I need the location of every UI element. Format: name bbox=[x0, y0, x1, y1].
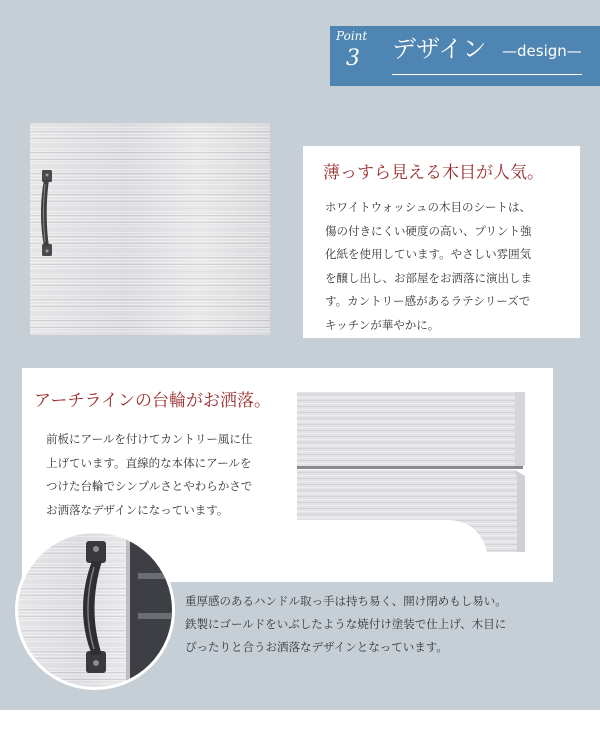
text-line: ぴったりと合うお洒落なデザインとなっています。 bbox=[185, 640, 448, 654]
bottom-margin bbox=[0, 710, 600, 750]
text-line: 化紙を使用しています。やさしい雰囲気 bbox=[325, 247, 532, 261]
point-number: 3 bbox=[346, 46, 360, 71]
cabinet-handle-icon bbox=[18, 533, 175, 690]
text-line: 前板にアールを付けてカントリー風に仕 bbox=[46, 432, 253, 446]
heading-underline bbox=[392, 74, 582, 75]
heading-title: デザイン bbox=[392, 35, 487, 63]
text-line: キッチンが華やかに。 bbox=[325, 317, 440, 332]
text-line: ホワイトウォッシュの木目のシートは、 bbox=[325, 200, 531, 214]
arch-base-feature-text bbox=[46, 428, 286, 522]
cabinet-handle-icon bbox=[38, 170, 56, 256]
heading-subtitle: —design— bbox=[502, 42, 582, 60]
text-line: 鉄製にゴールドをいぶしたような焼付け塗装で仕上げ、木目に bbox=[185, 617, 507, 631]
text-line: お洒落なデザインになっています。 bbox=[46, 502, 229, 517]
text-line: を醸し出し、お部屋をお洒落に演出しま bbox=[325, 270, 532, 285]
woodgrain-feature-title: 薄っすら見える木目が人気。 bbox=[323, 163, 544, 183]
arch-base-image bbox=[297, 392, 527, 552]
arch-base-feature-title: アーチラインの台輪がお洒落。 bbox=[34, 391, 271, 411]
woodgrain-feature-text bbox=[325, 196, 573, 337]
handle-feature-text bbox=[185, 590, 585, 659]
woodgrain-feature-card bbox=[303, 146, 580, 338]
point-heading-tab bbox=[330, 26, 600, 86]
text-line: つけた台輪でシンプルさとやわらかさで bbox=[46, 479, 253, 493]
text-line: 傷の付きにくい硬度の高い、プリント強 bbox=[325, 223, 532, 238]
handle-closeup-image bbox=[15, 530, 175, 690]
point-label: Point bbox=[336, 29, 368, 43]
text-line: 上げています。直線的な本体にアールを bbox=[46, 455, 252, 470]
text-line: 重厚感のあるハンドル取っ手は持ち易く、開け閉めもし易い。 bbox=[185, 594, 507, 608]
text-line: す。カントリー感があるラテシリーズで bbox=[325, 294, 531, 308]
woodgrain-door-image bbox=[30, 123, 270, 335]
